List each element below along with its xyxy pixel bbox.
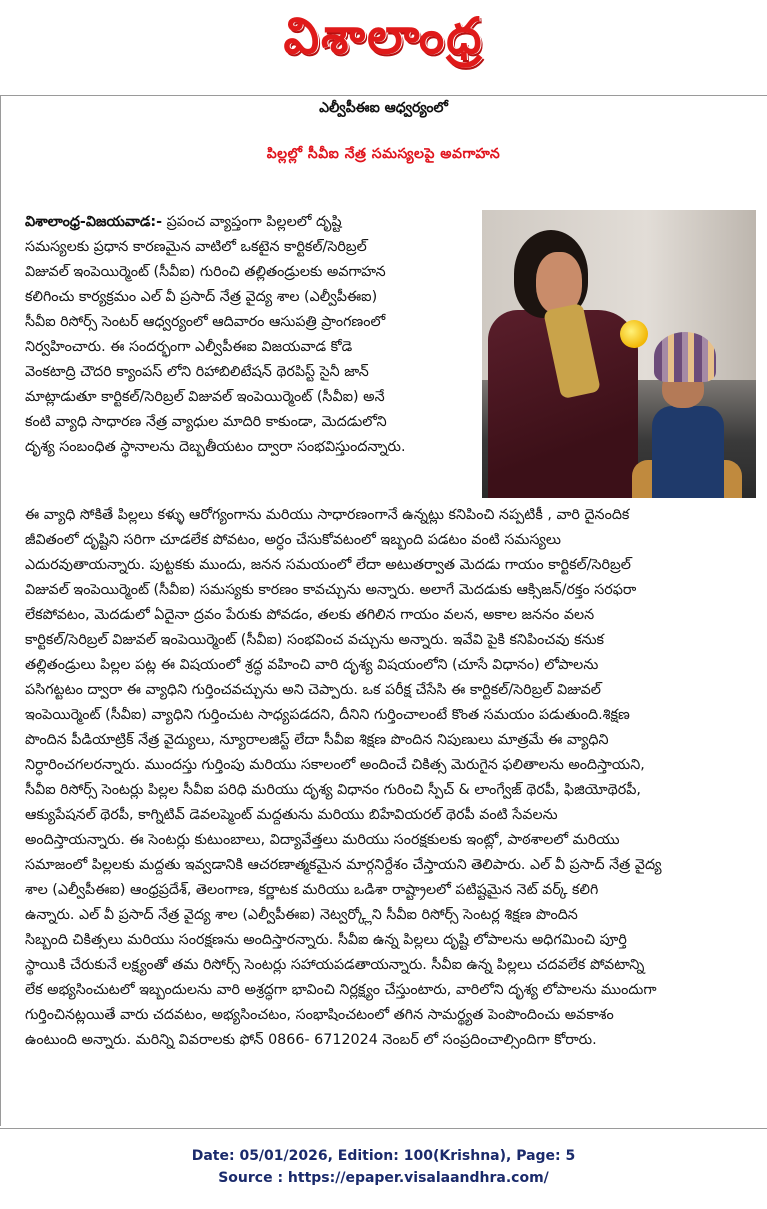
article-headline: పిల్లల్లో సీవీఐ నేత్ర సమస్యలపై అవగాహన: [266, 146, 501, 162]
article-line: గుర్తించినట్లయితే వారు చదవటం, అభ్యసించటం, సంభాషించటంలో తగిన సామర్థ్యత పెంపొందించు అవకాశం: [25, 1007, 614, 1023]
edition-info: Date: 05/01/2026, Edition: 100(Krishna), Page: 5: [191, 1148, 576, 1164]
article-line: కార్టికల్/సెరిబ్రల్ విజువల్ ఇంపెయిర్మెంట్ (సీవీఐ) సంభవించ వచ్చును అన్నారు. ఇవేవి పైకి కనిపించవు కనుక: [25, 632, 604, 648]
article-line: ఆక్యుపేషనల్ థెరపీ, కాగ్నిటివ్ డెవలప్మెంట్ మద్దతును మరియు బిహేవియరల్ థెరపీ వంటి సేవలను: [25, 807, 558, 823]
masthead-divider: [0, 95, 767, 96]
article-line: దృశ్య సంబంధిత స్థానాలను దెబ్బతీయటం ద్వారా సంభవిస్తుందన్నారు.: [25, 439, 406, 455]
article-line: లేకపోవటం, మెదడులో ఏదైనా ద్రవం పేరుకు పోవడం, తలకు తగిలిన గాయం వలన, అకాల జననం వలన: [25, 607, 595, 623]
article-line: స్థాయికి చేరుకునే లక్ష్యంతో తమ రిసోర్స్ సెంటర్లు సహాయపడతాయన్నారు. సీవీఐ ఉన్న పిల్లలు చదవలేక పోవటాన్ని: [25, 957, 645, 973]
source-link[interactable]: Source : https://epaper.visalaandhra.com/: [218, 1170, 549, 1186]
article-line: విజువల్ ఇంపెయిర్మెంట్ (సీవీఐ) గురించి తల్లితండ్రులకు అవగాహన: [25, 264, 386, 280]
article-line: లేక అభ్యసించుటలో ఇబ్బందులను వారి అశ్రద్ధగా భావించి నిర్లక్ష్యం చేస్తుంటారు, వారిలోని దృశ్య లోపాలను ముందుగా: [25, 982, 657, 998]
article-line: విజువల్ ఇంపెయిర్మెంట్ (సీవీఐ) సమస్యకు కారణం కావచ్చును అన్నారు. అలాగే మెదడుకు ఆక్సిజన్/రక్తం సరఫరా: [25, 582, 637, 598]
article-line: నిర్ధారించగలరన్నారు. ముందస్తు గుర్తింపు మరియు సకాలంలో అందించే చికిత్స మెరుగైన ఫలితాలను అందిస్తాయని,: [25, 757, 645, 773]
article-line: అందిస్తాయన్నారు. ఈ సెంటర్లు కుటుంబాలు, విద్యావేత్తలు మరియు సంరక్షకులకు ఇంట్లో, పాఠశాలలో మరియు: [25, 832, 620, 848]
article-photo: [482, 210, 756, 498]
article-line: విశాలాంధ్ర-విజయవాడ:- ప్రపంచ వ్యాప్తంగా పిల్లలలో దృష్టి: [25, 214, 342, 230]
article-dateline: విశాలాంధ్ర-విజయవాడ:-: [25, 214, 163, 230]
article-line: ఈ వ్యాధి సోకితే పిల్లలు కళ్ళు ఆరోగ్యంగాను మరియు సాధారణంగానే ఉన్నట్లు కనిపించి నప్పటికీ , వారి దైనందిక: [25, 507, 630, 523]
footer-divider: [0, 1128, 767, 1129]
article-line: సిబ్బంది చికిత్సలు మరియు సంరక్షణను అందిస్తారన్నారు. సీవీఐ ఉన్న పిల్లలు దృష్టి లోపాలను అధిగమించి పూర్తి: [25, 932, 627, 948]
masthead-logo: విశాలాంధ్ర: [283, 6, 484, 65]
article-line: కంటి వ్యాధి సాధారణ నేత్ర వ్యాధుల మాదిరి కాకుండా, మెదడులోని: [25, 414, 387, 430]
article-line: వెంకటాద్రి చౌదరి క్యాంపస్ లోని రిహాబిలిటేషన్ థెరపిస్ట్ సైనీ జాన్: [25, 364, 369, 380]
yellow-toy-icon: [620, 320, 648, 348]
article-kicker: ఎల్వీపీఈఐ ఆధ్వర్యంలో: [319, 100, 448, 116]
article-line: తల్లితండ్రులు పిల్లల పట్ల ఈ విషయంలో శ్రద్ధ వహించి వారి దృశ్య విషయంలోని (చూసే విధానం) లోపాలను: [25, 657, 599, 673]
article-line: ఇంపెయిర్మెంట్ (సీవీఐ) వ్యాధిని గుర్తించుట సాధ్యపడదని, దీనిని గుర్తించాలంటే కొంత సమయం పడుతుంది.శిక్షణ: [25, 707, 630, 723]
article-line: సమస్యలకు ప్రధాన కారణమైన వాటిలో ఒకటైన కార్టికల్/సెరిబ్రల్: [25, 239, 367, 255]
article-line: జీవితంలో దృష్టిని సరిగా చూడలేక పోవటం, అర్ధం చేసుకోవటంలో ఇబ్బంది పడటం వంటి సమస్యలు: [25, 532, 561, 548]
article-line: శాల (ఎల్వీపీఈఐ) ఆంధ్రప్రదేశ్, తెలంగాణ, కర్ణాటక మరియు ఒడిశా రాష్ట్రాలలో పటిష్టమైన నెట్ వర్క్ కలిగి: [25, 882, 599, 898]
article-line: ఉంటుంది అన్నారు. మరిన్ని వివరాలకు ఫోన్ 0866- 6712024 నెంబర్ లో సంప్రదించాల్సిందిగా కోరారు.: [25, 1032, 597, 1048]
article-line: కలిగించు కార్యక్రమం ఎల్ వీ ప్రసాద్ నేత్ర వైద్య శాల (ఎల్వీపీఈఐ): [25, 289, 378, 305]
article-line: పసిగట్టటం ద్వారా ఈ వ్యాధిని గుర్తించవచ్చును అని చెప్పారు. ఒక పరీక్ష చేసేసి ఈ కార్టికల్/సెరిబ్రల్ విజువల్: [25, 682, 601, 698]
article-line: సీవీఐ రిసోర్స్ సెంటర్లు పిల్లల సీవీఐ పరిధి మరియు దృశ్య విధానం గురించి స్పీచ్ & లాంగ్వేజ్ థెరపీ, ఫిజియోథెరపీ,: [25, 782, 641, 798]
article-line: సమాజంలో పిల్లలకు మద్దతు ఇవ్వడానికి ఆచరణాత్మకమైన మార్గనిర్దేశం చేస్తాయని తెలిపారు. ఎల్ వీ ప్రసాద్ నేత్ర వైద్య: [25, 857, 662, 873]
article-line: పొందిన పీడియాట్రిక్ నేత్ర వైద్యులు, న్యూరాలజిస్ట్ లేదా సీవీఐ శిక్షణ పొందిన నిపుణులు మాత్రమే ఈ వ్యాధిని: [25, 732, 609, 748]
article-line: నిర్వహించారు. ఈ సందర్భంగా ఎల్వీపీఈఐ విజయవాడ కోడె: [25, 339, 353, 355]
article-line: మాట్లాడుతూ కార్టికల్/సెరిబ్రల్ విజువల్ ఇంపెయిర్మెంట్ (సీవీఐ) అనే: [25, 389, 385, 405]
article-line: సీవీఐ రిసోర్స్ సెంటర్ ఆధ్వర్యంలో ఆదివారం ఆసుపత్రి ప్రాంగణంలో: [25, 314, 386, 330]
article-line: ఉన్నారు. ఎల్ వీ ప్రసాద్ నేత్ర వైద్య శాల (ఎల్వీపీఈఐ) నెట్వర్క్లోని సీవీఐ రిసోర్స్ సెంటర్ల శిక్షణ పొందిన: [25, 907, 578, 923]
article-line: ఎదురవుతాయన్నారు. పుట్టకకు ముందు, జనన సమయంలో లేదా అటుతర్వాత మెదడు గాయం కార్టికల్/సెరిబ్రల్: [25, 557, 631, 573]
column-left-border: [0, 96, 1, 1126]
masthead: [0, 0, 767, 82]
